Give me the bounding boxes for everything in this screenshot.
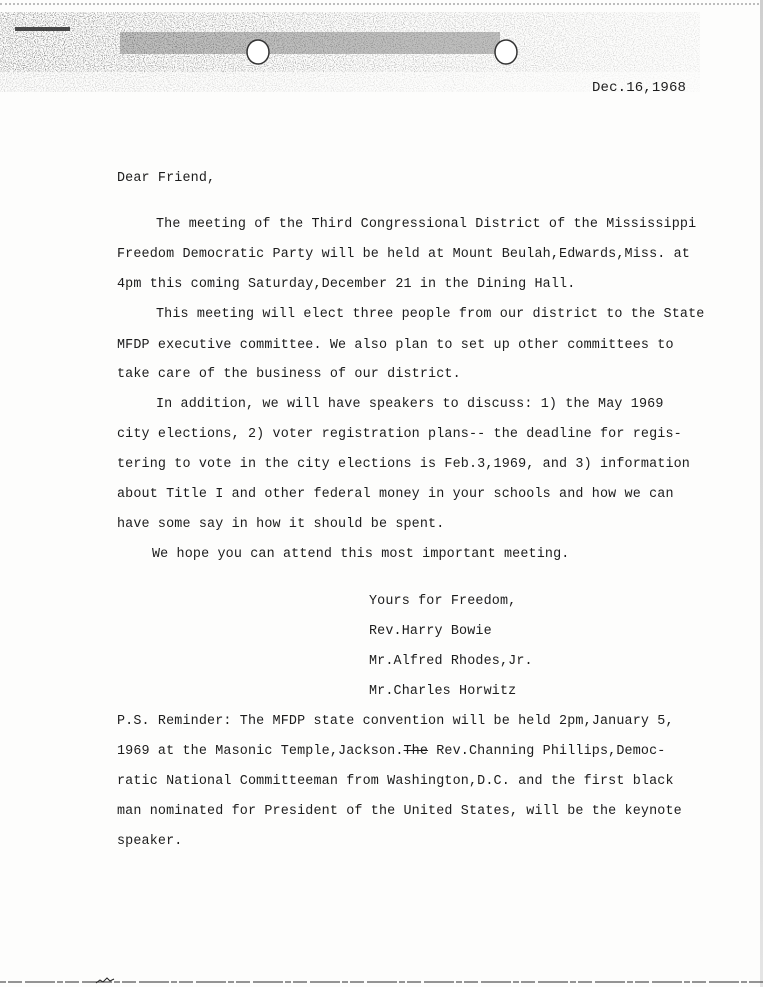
signatory-1: Rev.Harry Bowie [369, 624, 492, 639]
postscript-line1: P.S. Reminder: The MFDP state convention will be held 2pm,January 5, [117, 714, 674, 729]
paragraph3-line1: In addition, we will have speakers to discuss: 1) the May 1969 [156, 397, 664, 412]
signatory-3: Mr.Charles Horwitz [369, 684, 517, 699]
letter-date: Dec.16,1968 [592, 80, 687, 96]
page-bottom-edge [0, 975, 763, 987]
paragraph3-line4: about Title I and other federal money in your schools and how we can [117, 487, 674, 502]
postscript-line2-end: Rev.Channing Phillips,Democ- [428, 744, 666, 759]
postscript-line5: speaker. [117, 834, 183, 849]
paragraph1-line3: 4pm this coming Saturday,December 21 in the Dining Hall. [117, 277, 576, 292]
closing: Yours for Freedom, [369, 594, 517, 609]
signatory-2: Mr.Alfred Rhodes,Jr. [369, 654, 533, 669]
postscript-line4: man nominated for President of the United States, will be the keynote [117, 804, 682, 819]
paragraph3-line5: have some say in how it should be spent. [117, 517, 445, 532]
salutation: Dear Friend, [117, 171, 216, 186]
postscript-line2-start: 1969 at the Masonic Temple,Jackson. [117, 744, 404, 759]
paragraph3-line2: city elections, 2) voter registration plans-- the deadline for regis- [117, 427, 682, 442]
page-top-edge [0, 3, 763, 5]
paragraph3-line3: tering to vote in the city elections is Feb.3,1969, and 3) information [117, 457, 690, 472]
postscript-line2 [117, 744, 665, 759]
paragraph2-line1: This meeting will elect three people from our district to the State [156, 307, 705, 322]
paragraph4: We hope you can attend this most important meeting. [152, 547, 570, 562]
postscript-line3: ratic National Committeeman from Washington,D.C. and the first black [117, 774, 674, 789]
paragraph2-line2: MFDP executive committee. We also plan to set up other committees to [117, 338, 674, 353]
paragraph1-line1: The meeting of the Third Congressional District of the Mississippi [156, 217, 697, 232]
paragraph1-line2: Freedom Democratic Party will be held at Mount Beulah,Edwards,Miss. at [117, 247, 690, 262]
postscript-struck-word: The [403, 744, 429, 759]
paragraph2-line3: take care of the business of our district. [117, 367, 461, 382]
